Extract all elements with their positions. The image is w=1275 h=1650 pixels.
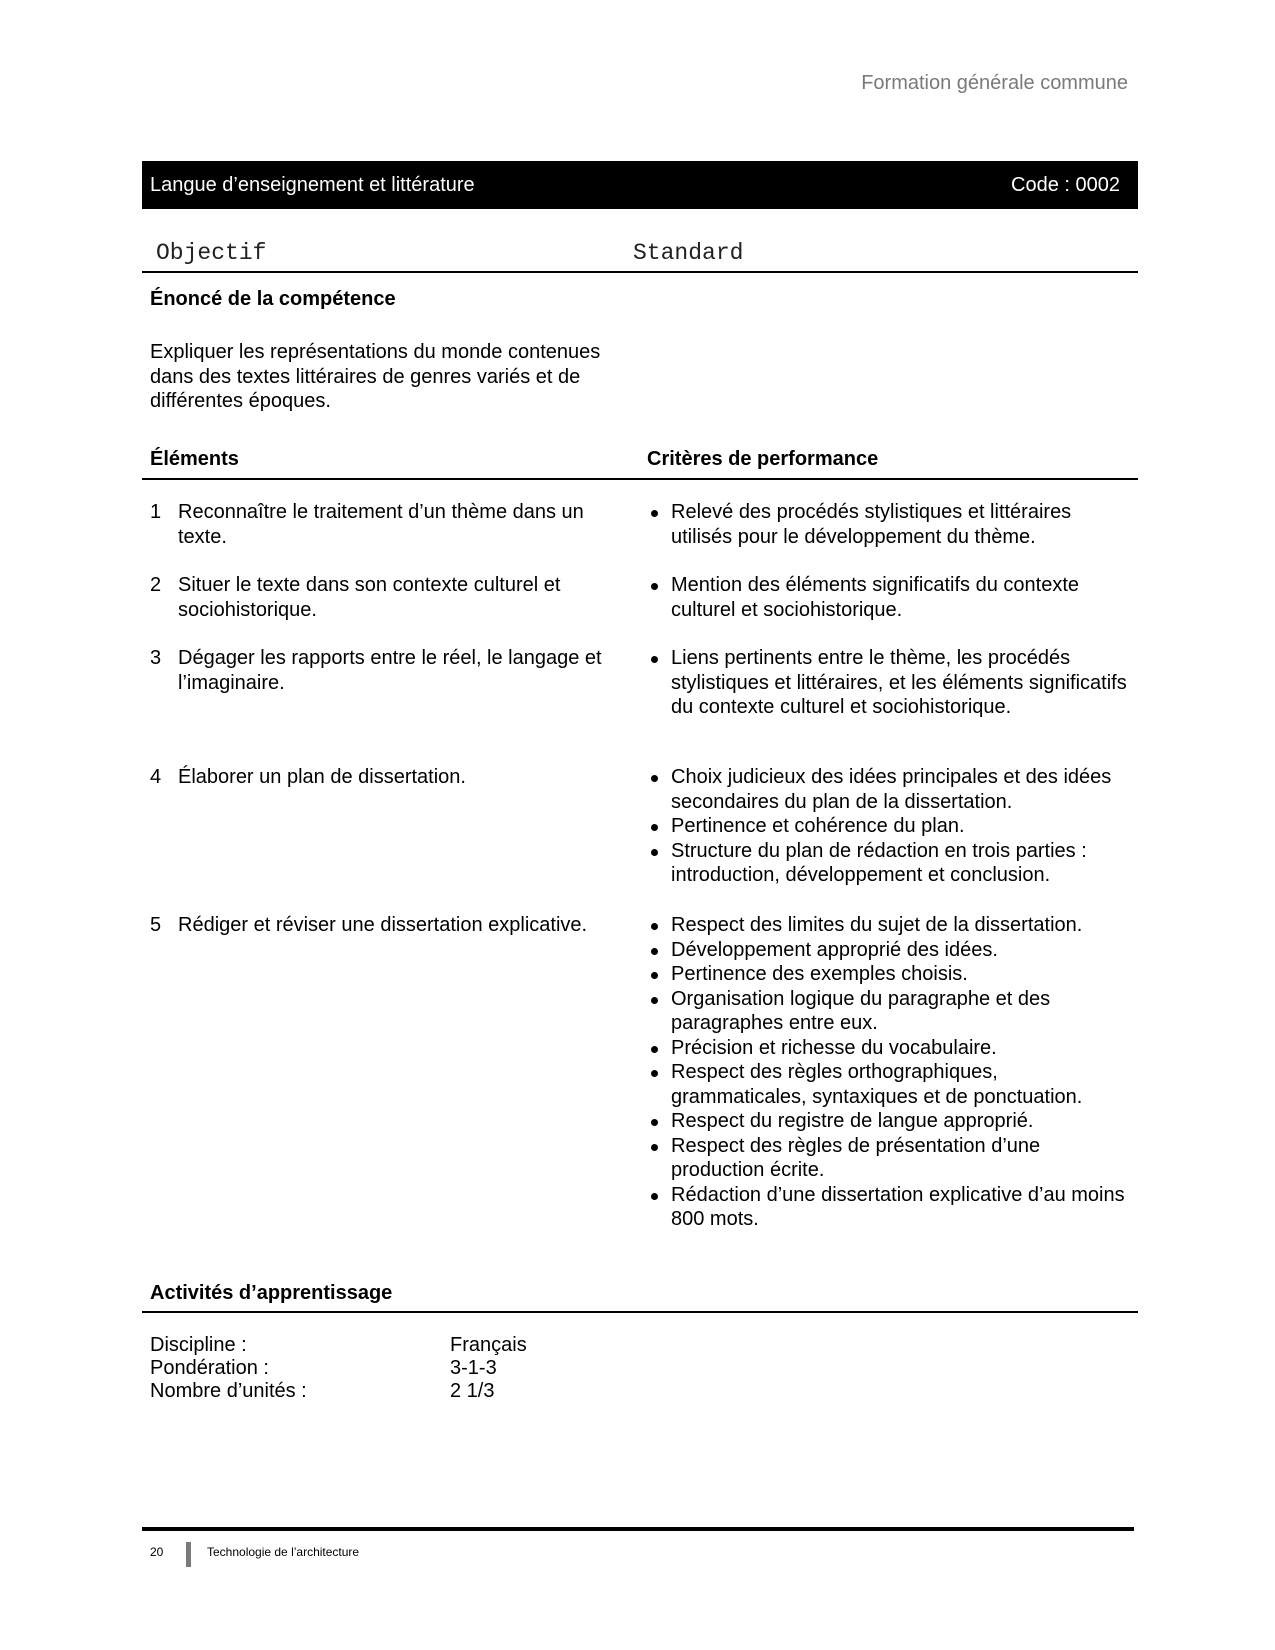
- competence-heading: Énoncé de la compétence: [150, 288, 396, 310]
- element-number: 3: [150, 647, 162, 669]
- element-text: Reconnaître le traitement d’un thème dans un texte.: [178, 501, 584, 548]
- discipline-row: [150, 1334, 527, 1357]
- element-number: 4: [150, 766, 162, 788]
- criteria-item: Respect des limites du sujet de la dissertation.: [647, 913, 1132, 938]
- criteria-item: Organisation logique du paragraphe et des paragraphes entre eux.: [647, 987, 1132, 1036]
- units-label: Nombre d’unités :: [150, 1380, 307, 1402]
- criteria-item: Liens pertinents entre le thème, les procédés stylistiques et littéraires, et les éléments significatifs du contexte culturel et sociohistorique.: [647, 646, 1132, 720]
- criteria-item: Rédaction d’une dissertation explicative d’au moins 800 mots.: [647, 1183, 1132, 1232]
- criteria-item: Choix judicieux des idées principales et des idées secondaires du plan de la dissertation.: [647, 765, 1132, 814]
- criteria-item: Respect des règles orthographiques, grammaticales, syntaxiques et de ponctuation.: [647, 1060, 1132, 1109]
- element-text: Rédiger et réviser une dissertation explicative.: [178, 914, 588, 936]
- units-row: [150, 1380, 527, 1403]
- element-text: Situer le texte dans son contexte culturel et sociohistorique.: [178, 574, 561, 621]
- criteria-item: Relevé des procédés stylistiques et littéraires utilisés pour le développement du thème.: [647, 500, 1132, 549]
- criteria-heading: Critères de performance: [647, 448, 879, 470]
- element-text: Élaborer un plan de dissertation.: [178, 766, 466, 788]
- criteria-item: Précision et richesse du vocabulaire.: [647, 1036, 1132, 1061]
- objective-standard-header: [142, 238, 1138, 273]
- activities-heading: Activités d’apprentissage: [150, 1282, 393, 1304]
- elements-heading: Éléments: [150, 448, 239, 470]
- page-number: 20: [150, 1545, 164, 1559]
- footer-rule: [142, 1527, 1134, 1531]
- course-title: Langue d’enseignement et littérature: [150, 173, 475, 196]
- criteria-item: Respect du registre de langue approprié.: [647, 1109, 1132, 1134]
- weighting-row: [150, 1357, 527, 1380]
- section-header-title: Formation générale commune: [861, 72, 1128, 94]
- criteria-list: [647, 765, 1132, 888]
- criteria-item: Structure du plan de rédaction en trois parties : introduction, développement et conclusion.: [647, 839, 1132, 888]
- course-title-bar: [142, 161, 1138, 209]
- weighting-label: Pondération :: [150, 1357, 269, 1379]
- criteria-list: [647, 500, 1132, 549]
- criteria-item: Respect des règles de présentation d’une production écrite.: [647, 1134, 1132, 1183]
- element-text: Dégager les rapports entre le réel, le langage et l’imaginaire.: [178, 647, 602, 694]
- standard-label: Standard: [633, 240, 744, 266]
- footer-document-title: Technologie de l’architecture: [207, 1545, 360, 1559]
- course-code: Code : 0002: [1011, 173, 1120, 196]
- elements-header-rule: [142, 478, 1138, 480]
- competence-statement: Expliquer les représentations du monde contenues dans des textes littéraires de genres variés et de différentes époques.: [150, 341, 601, 412]
- criteria-list: [647, 646, 1132, 720]
- objective-label: Objectif: [156, 240, 267, 266]
- element-number: 1: [150, 501, 162, 523]
- criteria-item: Mention des éléments significatifs du contexte culturel et sociohistorique.: [647, 573, 1132, 622]
- criteria-list: [647, 573, 1132, 622]
- weighting-value: 3-1-3: [450, 1357, 497, 1379]
- element-number: 2: [150, 574, 162, 596]
- footer-divider: [186, 1542, 191, 1567]
- activities-rule: [142, 1311, 1138, 1313]
- units-value: 2 1/3: [450, 1380, 495, 1402]
- criteria-item: Pertinence des exemples choisis.: [647, 962, 1132, 987]
- element-number: 5: [150, 914, 162, 936]
- activities-details: [150, 1334, 527, 1403]
- discipline-value: Français: [450, 1334, 527, 1356]
- discipline-label: Discipline :: [150, 1334, 247, 1356]
- criteria-item: Développement approprié des idées.: [647, 938, 1132, 963]
- criteria-item: Pertinence et cohérence du plan.: [647, 814, 1132, 839]
- criteria-list: [647, 913, 1132, 1232]
